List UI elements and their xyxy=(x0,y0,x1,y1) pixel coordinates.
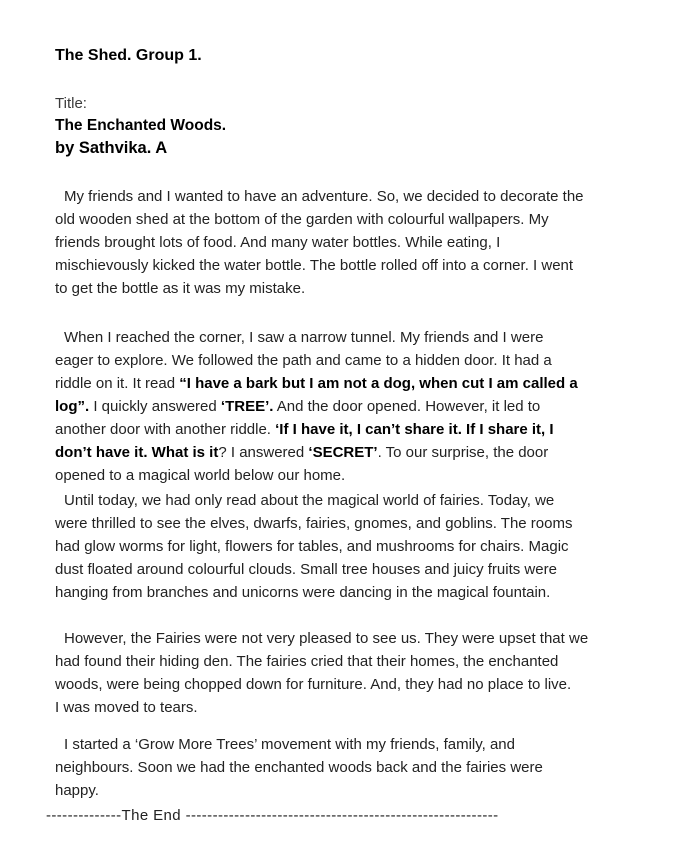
story-paragraph xyxy=(55,489,683,604)
text-segment: neighbours. Soon we had the enchanted woods back and the fairies were xyxy=(55,759,543,776)
text-segment: were thrilled to see the elves, dwarfs, fairies, gnomes, and goblins. The rooms xyxy=(55,515,573,532)
group-title: The Shed. Group 1. xyxy=(55,47,202,64)
text-line xyxy=(55,696,683,719)
text-line xyxy=(55,395,683,418)
text-line xyxy=(55,277,683,300)
bold-text-segment: ‘If I have it, I can’t share it. If I share it, I xyxy=(275,421,554,438)
story-paragraph xyxy=(55,185,683,300)
text-line xyxy=(55,464,683,487)
text-segment: ? I answered xyxy=(218,444,309,461)
document-header xyxy=(55,44,683,160)
text-segment: mischievously kicked the water bottle. The bottle rolled off into a corner. I went xyxy=(55,257,574,274)
text-segment: . To our surprise, the door xyxy=(377,444,549,461)
story-paragraph xyxy=(55,326,683,487)
text-line xyxy=(55,326,683,349)
bold-text-segment: ‘SECRET’ xyxy=(308,444,378,461)
text-line xyxy=(55,254,683,277)
bold-text-segment: ‘TREE’. xyxy=(220,398,274,415)
text-segment: another door with another riddle. xyxy=(55,421,276,438)
story-body xyxy=(55,185,683,802)
text-line xyxy=(55,733,683,756)
text-segment: dust floated around colourful clouds. Small tree houses and juicy fruits were xyxy=(55,561,557,578)
text-segment: My friends and I wanted to have an adventure. So, we decided to decorate the xyxy=(64,188,584,205)
text-line xyxy=(55,756,683,779)
text-line xyxy=(55,418,683,441)
text-line xyxy=(55,535,683,558)
bold-text-segment: “I have a bark but I am not a dog, when cut I am called a xyxy=(179,375,578,392)
text-segment: However, the Fairies were not very pleased to see us. They were upset that we xyxy=(64,630,589,647)
text-segment: friends brought lots of food. And many water bottles. While eating, I xyxy=(55,234,501,251)
text-segment: opened to a magical world below our home. xyxy=(55,467,346,484)
text-line xyxy=(55,512,683,535)
text-segment: old wooden shed at the bottom of the garden with colourful wallpapers. My xyxy=(55,211,549,228)
text-line xyxy=(55,558,683,581)
text-line xyxy=(55,372,683,395)
text-segment: And the door opened. However, it led to xyxy=(273,398,541,415)
text-line xyxy=(55,650,683,673)
text-line xyxy=(55,779,683,802)
text-line xyxy=(55,441,683,464)
bold-text-segment: don’t have it. What is it xyxy=(55,444,219,461)
text-line xyxy=(55,581,683,604)
text-segment: Until today, we had only read about the magical world of fairies. Today, we xyxy=(64,492,555,509)
text-segment: eager to explore. We followed the path and came to a hidden door. It had a xyxy=(55,352,552,369)
text-line xyxy=(55,627,683,650)
end-line: --------------The End ---------------------------------------------------------- xyxy=(46,807,499,824)
text-segment: riddle on it. It read xyxy=(55,375,180,392)
author-byline: by Sathvika. A xyxy=(55,139,168,157)
text-segment: I was moved to tears. xyxy=(55,699,198,716)
text-segment: When I reached the corner, I saw a narrow tunnel. My friends and I were xyxy=(64,329,544,346)
text-segment: I started a ‘Grow More Trees’ movement with my friends, family, and xyxy=(64,736,515,753)
text-segment: had found their hiding den. The fairies cried that their homes, the enchanted xyxy=(55,653,559,670)
story-paragraph xyxy=(55,627,683,719)
story-paragraph xyxy=(55,733,683,802)
text-line xyxy=(55,208,683,231)
text-line xyxy=(55,231,683,254)
title-label: Title: xyxy=(55,95,87,112)
text-segment: to get the bottle as it was my mistake. xyxy=(55,280,306,297)
text-segment: had glow worms for light, flowers for tables, and mushrooms for chairs. Magic xyxy=(55,538,569,555)
text-segment: hanging from branches and unicorns were dancing in the magical fountain. xyxy=(55,584,551,601)
text-line xyxy=(55,185,683,208)
text-line xyxy=(55,349,683,372)
text-segment: happy. xyxy=(55,782,99,799)
text-segment: woods, were being chopped down for furniture. And, they had no place to live. xyxy=(55,676,572,693)
story-title: The Enchanted Woods. xyxy=(55,117,227,134)
text-line xyxy=(55,673,683,696)
bold-text-segment: log”. xyxy=(55,398,90,415)
text-line xyxy=(55,489,683,512)
text-segment: I quickly answered xyxy=(89,398,221,415)
